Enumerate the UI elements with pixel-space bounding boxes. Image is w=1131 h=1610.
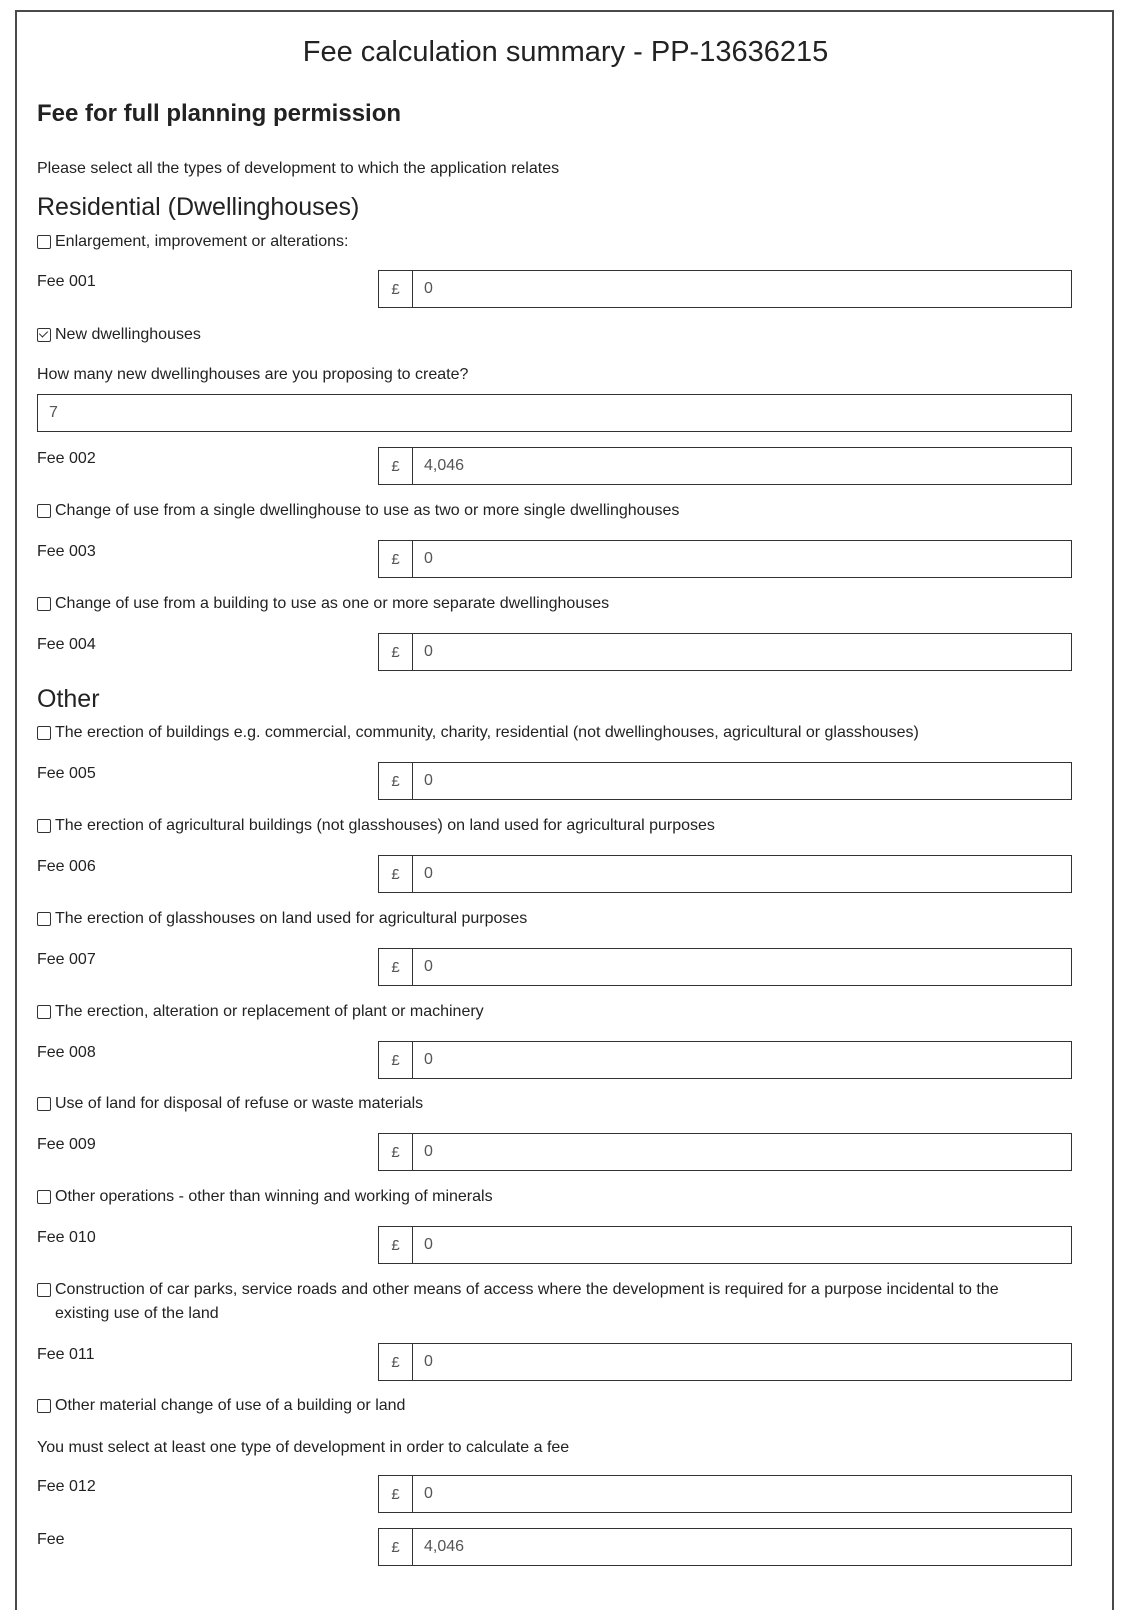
fee-008-label: Fee 008: [37, 1044, 96, 1061]
total-fee-value: 4,046: [424, 1538, 465, 1555]
fee-005-value: 0: [424, 772, 433, 789]
other-label-005: The erection of buildings e.g. commercial, community, charity, residential (not dwellinghouses, agricultural or glasshouses): [55, 724, 919, 741]
fee-001-value: 0: [424, 280, 433, 297]
single-to-multiple-label: Change of use from a single dwellinghouse to use as two or more single dwellinghouses: [55, 502, 680, 519]
other-option-006[interactable]: [37, 814, 715, 838]
fee-011-value: 0: [424, 1353, 433, 1370]
new-dwellings-option[interactable]: [37, 323, 201, 347]
pound-sign: £: [379, 856, 413, 892]
fee-002-field[interactable]: [378, 447, 1072, 485]
fee-010-label: Fee 010: [37, 1229, 96, 1246]
pound-sign: £: [379, 1134, 413, 1170]
enlargement-option[interactable]: [37, 230, 348, 254]
fee-004-label: Fee 004: [37, 636, 96, 653]
pound-sign: £: [379, 448, 413, 484]
fee-009-label: Fee 009: [37, 1136, 96, 1153]
fee-005-label: Fee 005: [37, 765, 96, 782]
other-heading: Other: [37, 685, 100, 713]
other-label-007: The erection of glasshouses on land used for agricultural purposes: [55, 910, 528, 927]
other-option-012[interactable]: [37, 1394, 405, 1418]
other-checkbox-011[interactable]: [37, 1283, 51, 1297]
fee-008-value: 0: [424, 1051, 433, 1068]
fee-012-field[interactable]: [378, 1475, 1072, 1513]
pound-sign: £: [379, 1344, 413, 1380]
other-checkbox-008[interactable]: [37, 1005, 51, 1019]
fee-001-field[interactable]: [378, 270, 1072, 308]
new-dwellings-checkbox[interactable]: [37, 328, 51, 342]
other-checkbox-005[interactable]: [37, 726, 51, 740]
fee-004-value: 0: [424, 643, 433, 660]
other-checkbox-010[interactable]: [37, 1190, 51, 1204]
fee-009-value: 0: [424, 1143, 433, 1160]
single-to-multiple-checkbox[interactable]: [37, 504, 51, 518]
building-to-dwellings-option[interactable]: [37, 592, 609, 616]
other-label-012: Other material change of use of a building or land: [55, 1397, 406, 1414]
residential-heading: Residential (Dwellinghouses): [37, 193, 360, 221]
fee-002-label: Fee 002: [37, 450, 96, 467]
new-dwellings-label: New dwellinghouses: [55, 326, 201, 343]
other-checkbox-009[interactable]: [37, 1097, 51, 1111]
other-option-009[interactable]: [37, 1092, 423, 1116]
other-option-005[interactable]: [37, 721, 919, 745]
fee-007-label: Fee 007: [37, 951, 96, 968]
fee-006-field[interactable]: [378, 855, 1072, 893]
fee-010-field[interactable]: [378, 1226, 1072, 1264]
enlargement-checkbox[interactable]: [37, 235, 51, 249]
pound-sign: £: [379, 634, 413, 670]
enlargement-label: Enlargement, improvement or alterations:: [55, 233, 349, 250]
fee-005-field[interactable]: [378, 762, 1072, 800]
total-fee-field[interactable]: [378, 1528, 1072, 1566]
fee-010-value: 0: [424, 1236, 433, 1253]
section-heading: Fee for full planning permission: [37, 100, 402, 127]
other-checkbox-007[interactable]: [37, 912, 51, 926]
pound-sign: £: [379, 763, 413, 799]
fee-001-label: Fee 001: [37, 273, 96, 290]
fee-012-value: 0: [424, 1485, 433, 1502]
other-label-011: Construction of car parks, service roads and other means of access where the development is required for a purpose incidental to the existing use of the land: [55, 1281, 999, 1322]
fee-003-field[interactable]: [378, 540, 1072, 578]
fee-007-field[interactable]: [378, 948, 1072, 986]
pound-sign: £: [379, 271, 413, 307]
other-checkbox-006[interactable]: [37, 819, 51, 833]
pound-sign: £: [379, 1529, 413, 1565]
fee-006-value: 0: [424, 865, 433, 882]
other-label-006: The erection of agricultural buildings (not glasshouses) on land used for agricultural purposes: [55, 817, 715, 834]
pound-sign: £: [379, 1227, 413, 1263]
fee-012-label: Fee 012: [37, 1478, 96, 1495]
fee-004-field[interactable]: [378, 633, 1072, 671]
dwellings-count-input[interactable]: 7: [37, 394, 1072, 432]
fee-003-label: Fee 003: [37, 543, 96, 560]
pound-sign: £: [379, 541, 413, 577]
other-checkbox-012[interactable]: [37, 1399, 51, 1413]
other-option-008[interactable]: [37, 1000, 484, 1024]
other-label-008: The erection, alteration or replacement of plant or machinery: [55, 1003, 484, 1020]
other-option-007[interactable]: [37, 907, 527, 931]
building-to-dwellings-checkbox[interactable]: [37, 597, 51, 611]
other-label-009: Use of land for disposal of refuse or waste materials: [55, 1095, 424, 1112]
validation-note: You must select at least one type of development in order to calculate a fee: [37, 1439, 570, 1456]
dwellings-question: How many new dwellinghouses are you proposing to create?: [37, 366, 469, 383]
pound-sign: £: [379, 949, 413, 985]
total-fee-label: Fee: [37, 1531, 65, 1548]
other-option-010[interactable]: [37, 1185, 493, 1209]
other-label-010: Other operations - other than winning and working of minerals: [55, 1188, 493, 1205]
fee-002-value: 4,046: [424, 457, 465, 474]
intro-text: Please select all the types of development to which the application relates: [37, 160, 560, 177]
fee-007-value: 0: [424, 958, 433, 975]
single-to-multiple-option[interactable]: [37, 499, 679, 523]
fee-006-label: Fee 006: [37, 858, 96, 875]
page-title: Fee calculation summary - PP-13636215: [302, 36, 829, 68]
pound-sign: £: [379, 1042, 413, 1078]
fee-008-field[interactable]: [378, 1041, 1072, 1079]
building-to-dwellings-label: Change of use from a building to use as one or more separate dwellinghouses: [55, 595, 610, 612]
fee-003-value: 0: [424, 550, 433, 567]
other-option-011[interactable]: [37, 1278, 1055, 1326]
fee-009-field[interactable]: [378, 1133, 1072, 1171]
fee-011-field[interactable]: [378, 1343, 1072, 1381]
fee-011-label: Fee 011: [37, 1346, 95, 1363]
pound-sign: £: [379, 1476, 413, 1512]
